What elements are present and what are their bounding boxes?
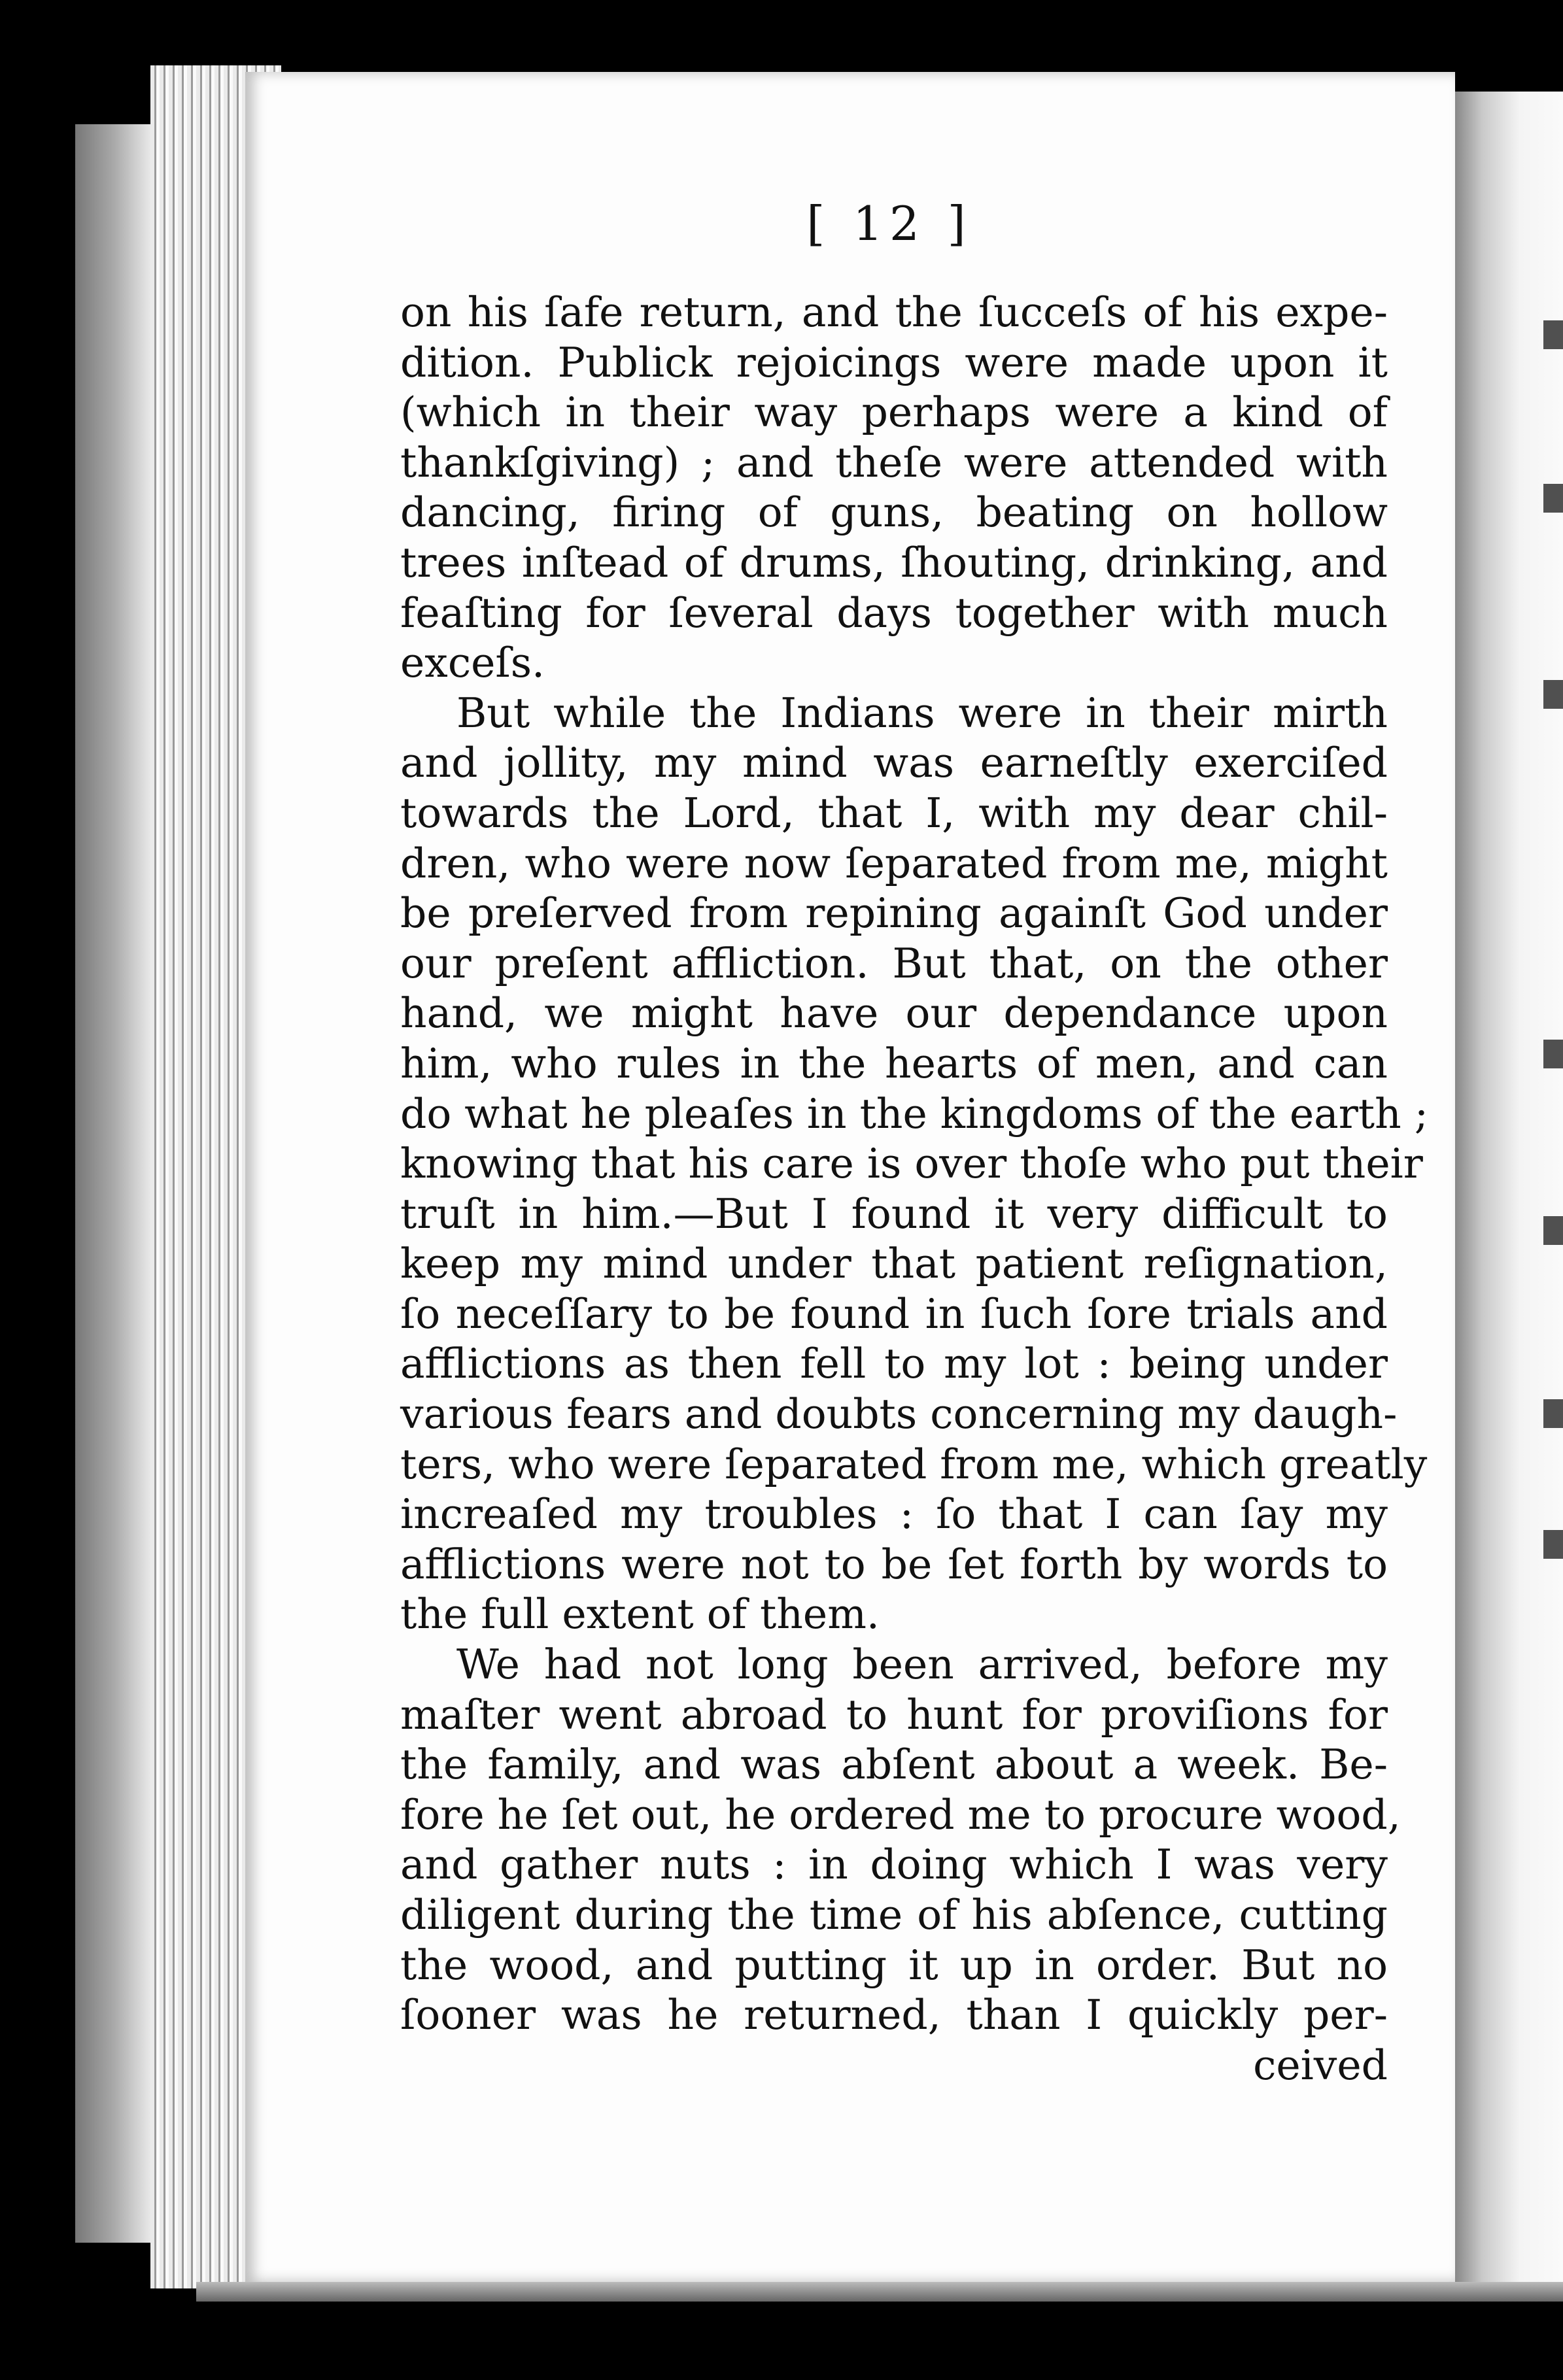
text-line: on his ſafe return, and the ſucceſs of his expe- xyxy=(400,288,1388,336)
text-line: knowing that his care is over thoſe who put their xyxy=(400,1140,1423,1188)
text-line: hand, we might have our dependance upon xyxy=(400,989,1388,1038)
text-line: be preſerved from repining againſt God under xyxy=(400,889,1388,938)
text-line: dition. Publick rejoicings were made upon it xyxy=(400,338,1388,386)
text-line: ceived xyxy=(1253,2041,1388,2089)
text-line: various fears and doubts concerning my daugh- xyxy=(400,1390,1398,1438)
text-line: diligent during the time of his abſence, cutting xyxy=(400,1891,1388,1939)
text-line: the full extent of them. xyxy=(400,1590,880,1639)
text-line: ſo neceſſary to be found in ſuch ſore trials and xyxy=(400,1289,1388,1338)
text-line: truſt in him.—But I found it very difficult to xyxy=(400,1189,1388,1238)
text-line: fore he ſet out, he ordered me to procure wood, xyxy=(400,1790,1401,1839)
text-line: feaſting for ſeveral days together with much xyxy=(400,588,1388,637)
page-number-header: [ 12 ] xyxy=(806,196,972,251)
text-line: dancing, firing of guns, beating on hollow xyxy=(400,488,1388,537)
text-line: ſooner was he returned, than I quickly per- xyxy=(400,1991,1388,2039)
body-text xyxy=(400,288,1428,2090)
text-line: exceſs. xyxy=(400,639,545,687)
text-line: him, who rules in the hearts of men, and can xyxy=(400,1039,1388,1087)
text-line: (which in their way perhaps were a kind of xyxy=(400,388,1388,437)
text-line: We had not long been arrived, before my xyxy=(456,1640,1388,1689)
text-line: keep my mind under that patient reſignation, xyxy=(400,1240,1388,1288)
text-line: afflictions were not to be ſet forth by words to xyxy=(400,1540,1388,1588)
text-line: the wood, and putting it up in order. But no xyxy=(400,1941,1388,1989)
text-line: our preſent affliction. But that, on the other xyxy=(400,939,1388,987)
text-line: and jollity, my mind was earneſtly exerciſed xyxy=(400,739,1388,787)
text-line: towards the Lord, that I, with my dear chil- xyxy=(400,789,1388,837)
text-line: dren, who were now ſeparated from me, might xyxy=(400,839,1388,887)
text-line: thankſgiving) ; and theſe were attended with xyxy=(400,438,1388,486)
text-line: do what he pleaſes in the kingdoms of the earth ; xyxy=(400,1089,1428,1138)
text-line: ters, who were ſeparated from me, which greatly xyxy=(400,1440,1428,1488)
text-line: maſter went abroad to hunt for proviſions for xyxy=(400,1690,1388,1739)
text-line: and gather nuts : in doing which I was very xyxy=(400,1841,1388,1889)
text-line: the family, and was abſent about a week. Be- xyxy=(400,1741,1388,1789)
text-line: increaſed my troubles : ſo that I can ſay my xyxy=(400,1490,1388,1538)
page-bottom-shadow xyxy=(196,2282,1563,2302)
facing-page-edge xyxy=(1455,92,1563,2282)
text-line: trees inſtead of drums, ſhouting, drinking, and xyxy=(400,538,1388,586)
text-line: afflictions as then fell to my lot : being under xyxy=(400,1340,1388,1388)
text-line: But while the Indians were in their mirth xyxy=(456,688,1388,737)
